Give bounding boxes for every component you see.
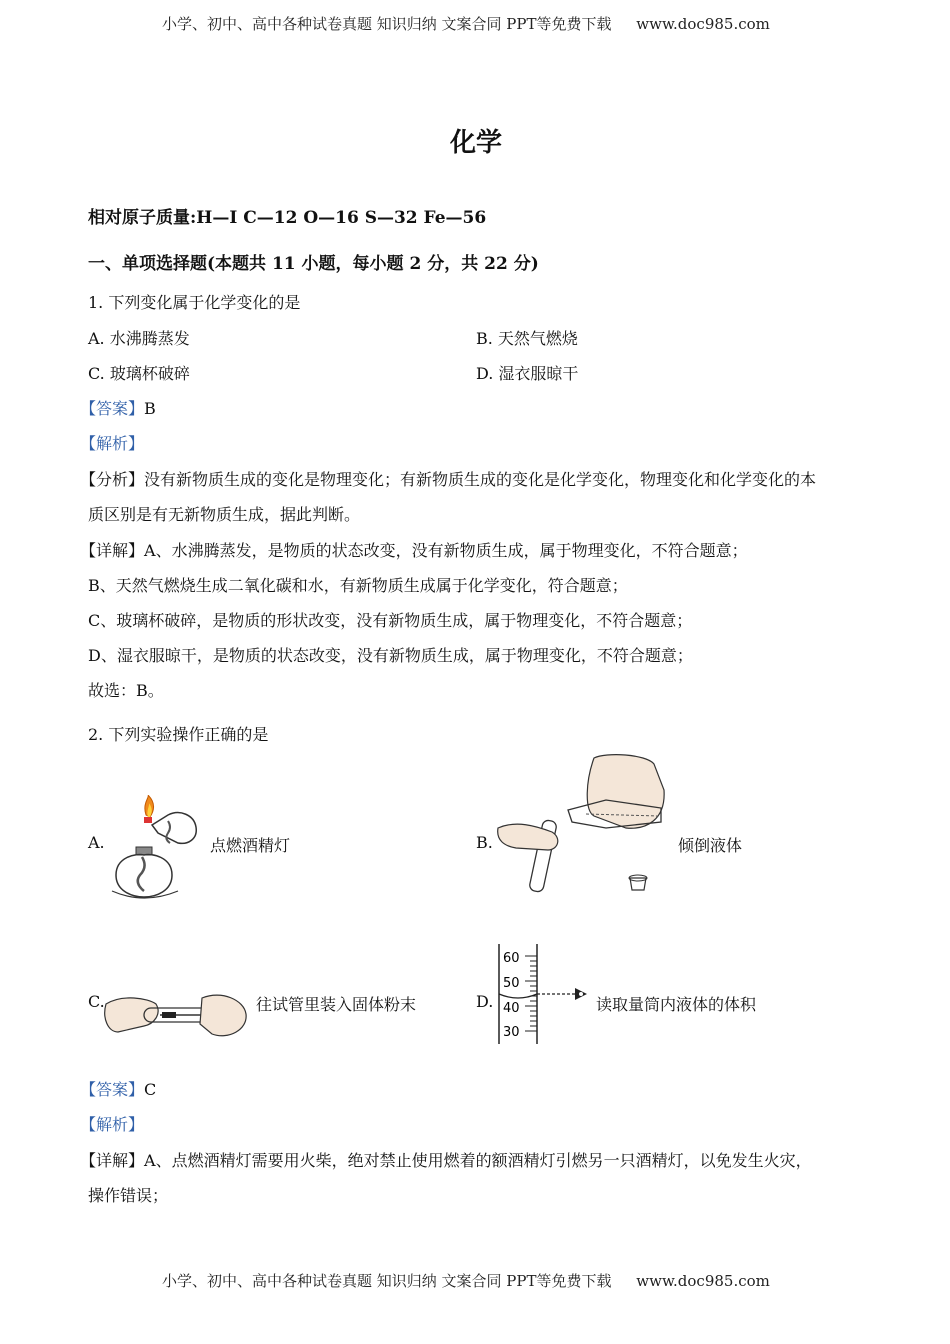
cylinder-reading-illustration (495, 944, 595, 1044)
q2-stem: 2. 下列实验操作正确的是 (88, 725, 269, 744)
page-header (162, 13, 770, 34)
pouring-liquid-illustration (496, 750, 671, 900)
q1-answer (80, 396, 156, 419)
answer-tag: 【答案】 (80, 1080, 145, 1099)
detail-text: A、水沸腾蒸发，是物质的状态改变，没有新物质生成，属于物理变化，不符合题意； (144, 541, 748, 560)
q2-analysis-tag: 【解析】 (80, 1115, 145, 1134)
q1-fenxi-line-2: 质区别是有无新物质生成，据此判断。 (88, 505, 361, 524)
tick-label-50: 50 (503, 976, 520, 991)
detail-text: A、点燃酒精灯需要用火柴，绝对禁止使用燃着的额酒精灯引燃另一只酒精灯，以免发生火灾， (144, 1151, 812, 1170)
q2-answer (80, 1077, 156, 1100)
q2-option-a-letter: A. (88, 833, 105, 852)
header-text: 小学、初中、高中各种试卷真题 知识归纳 文案合同 PPT等免费下载 (162, 15, 612, 33)
footer-text: 小学、初中、高中各种试卷真题 知识归纳 文案合同 PPT等免费下载 (162, 1272, 612, 1290)
q2-option-b-letter: B. (476, 833, 493, 852)
q1-fenxi-line-1 (80, 467, 816, 490)
q1-stem: 1. 下列变化属于化学变化的是 (88, 293, 301, 312)
powder-loading-illustration (104, 990, 249, 1045)
section-heading: 一、单项选择题(本题共 11 小题，每小题 2 分，共 22 分) (88, 254, 539, 274)
q1-option-c: C. 玻璃杯破碎 (88, 364, 190, 383)
q1-option-b: B. 天然气燃烧 (476, 329, 578, 348)
q1-detail-line-2: B、天然气燃烧生成二氧化碳和水，有新物质生成属于化学变化，符合题意； (88, 576, 628, 595)
q2-option-c-letter: C. (88, 992, 105, 1011)
answer-tag: 【答案】 (80, 399, 145, 418)
header-url: www.doc985.com (636, 15, 770, 33)
detail-tag: 【详解】 (80, 541, 145, 560)
q1-detail-line-3: C、玻璃杯破碎，是物质的形状改变，没有新物质生成，属于物理变化，不符合题意； (88, 611, 693, 630)
tick-label-30: 30 (503, 1025, 520, 1040)
fenxi-text: 没有新物质生成的变化是物理变化；有新物质生成的变化是化学变化，物理变化和化学变化的本 (144, 470, 817, 489)
q1-analysis-tag: 【解析】 (80, 434, 145, 453)
q2-option-d-text: 读取量筒内液体的体积 (596, 995, 757, 1014)
detail-tag: 【详解】 (80, 1151, 145, 1170)
q2-option-c-text: 往试管里装入固体粉末 (256, 995, 417, 1014)
atomic-mass-line: 相对原子质量:H—I C—12 O—16 S—32 Fe—56 (88, 208, 487, 228)
q1-conclusion: 故选：B。 (88, 681, 164, 700)
q1-detail-line-1 (80, 538, 748, 561)
page-footer (162, 1270, 770, 1291)
q2-option-a-text: 点燃酒精灯 (210, 836, 291, 855)
alcohol-lamp-illustration (108, 795, 208, 905)
footer-url: www.doc985.com (636, 1272, 770, 1290)
q2-detail-line-2: 操作错误； (88, 1186, 169, 1205)
page-title: 化学 (450, 128, 503, 158)
fenxi-tag: 【分析】 (80, 470, 145, 489)
answer-value: C (144, 1080, 157, 1099)
q1-option-a: A. 水沸腾蒸发 (88, 329, 190, 348)
answer-value: B (144, 399, 156, 418)
q1-detail-line-4: D、湿衣服晾干，是物质的状态改变，没有新物质生成，属于物理变化，不符合题意； (88, 646, 693, 665)
tick-label-60: 60 (503, 951, 520, 966)
q2-detail-line-1 (80, 1148, 812, 1171)
q1-option-d: D. 湿衣服晾干 (476, 364, 579, 383)
tick-label-40: 40 (503, 1001, 520, 1016)
q2-option-d-letter: D. (476, 992, 494, 1011)
q2-option-b-text: 倾倒液体 (678, 836, 743, 855)
